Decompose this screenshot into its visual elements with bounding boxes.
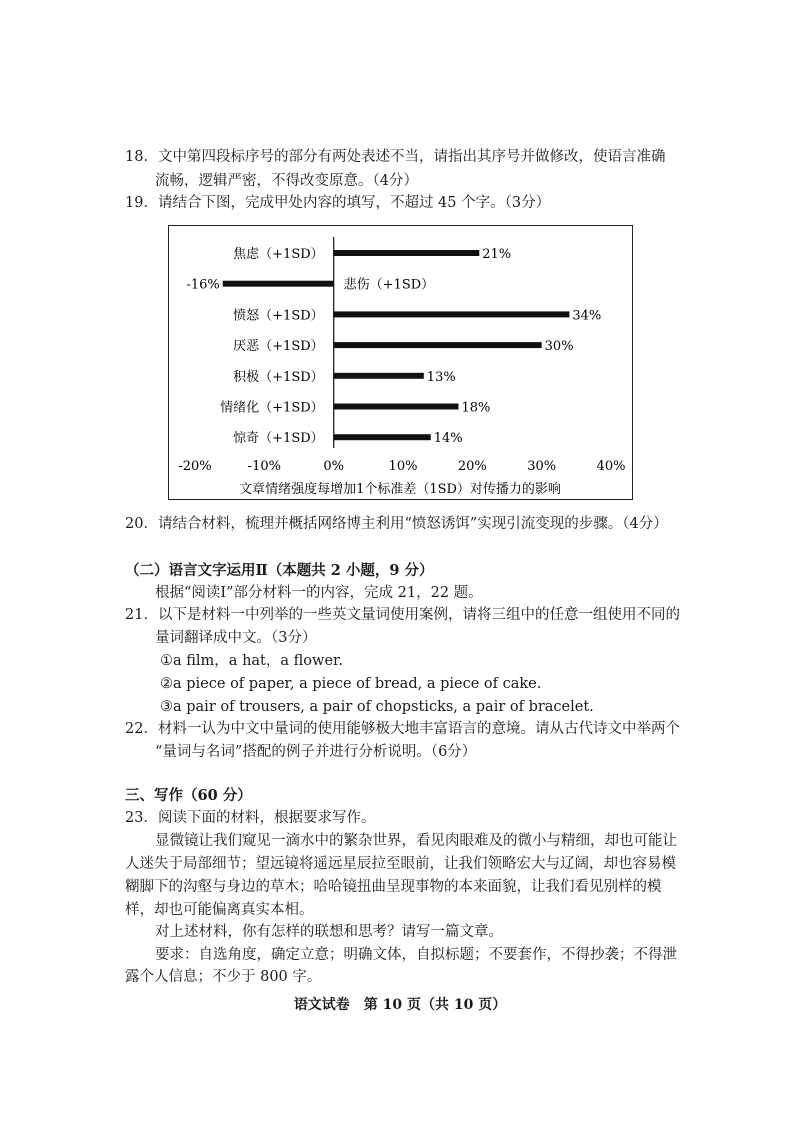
q21-option-2: ②a piece of paper, a piece of bread, a piece of cake.: [160, 676, 542, 692]
value-label-6: 14%: [433, 431, 463, 447]
q20-text: 20．请结合材料，梳理并概括网络博主利用“愤怒诱饵”实现引流变现的步骤。（4分）: [125, 516, 668, 532]
chart-frame: [168, 225, 633, 500]
q21-option-1: ①a film，a hat，a flower.: [160, 653, 343, 669]
writing-prompt: 对上述材料，你有怎样的联想和思考？请写一篇文章。: [155, 924, 503, 940]
q21-line1: 21．以下是材料一中列举的一些英文量词使用案例，请将三组中的任意一组使用不同的: [125, 607, 680, 623]
material-line-1: 显微镜让我们窥见一滴水中的繁杂世界，看见肉眼难及的微小与精细，却也可能让: [155, 833, 677, 849]
x-tick-label-1: -10%: [247, 459, 281, 474]
requirement-line-2: 露个人信息；不少于 800 字。: [125, 969, 322, 985]
category-label-1: 悲伤（+1SD）: [343, 277, 435, 293]
category-label-0: 焦虑（+1SD）: [233, 247, 324, 262]
x-tick-label-5: 30%: [527, 459, 557, 474]
category-label-5: 情绪化（+1SD）: [220, 400, 324, 416]
bar-3: [334, 342, 542, 348]
bar-5: [334, 404, 459, 410]
value-label-0: 21%: [482, 247, 512, 262]
q22-line2: “量词与名词”搭配的例子并进行分析说明。（6分）: [155, 744, 477, 760]
section2-intro: 根据“阅读Ⅰ”部分材料一的内容，完成 21，22 题。: [155, 585, 483, 601]
category-label-3: 厌恶（+1SD）: [233, 339, 324, 355]
q23-text: 23．阅读下面的材料，根据要求写作。: [125, 810, 376, 826]
x-tick-label-4: 20%: [457, 459, 487, 474]
q19-text: 19．请结合下图，完成甲处内容的填写，不超过 45 个字。（3分）: [125, 195, 551, 211]
chart-caption: 文章情绪强度每增加1个标准差（1SD）对传播力的影响: [239, 482, 561, 497]
material-line-3: 糊脚下的沟壑与身边的草木；哈哈镜扭曲呈现事物的本来面貌，让我们看见别样的模: [125, 879, 662, 895]
bar-6: [334, 434, 431, 440]
section2-title: （二）语言文字运用Ⅱ（本题共 2 小题，9 分）: [125, 562, 434, 579]
section3-title: 三、写作（60 分）: [125, 787, 252, 804]
emotion-bar-chart: [169, 226, 632, 499]
value-label-4: 13%: [426, 369, 456, 385]
q22-line1: 22．材料一认为中文中量词的使用能够极大地丰富语言的意境。请从古代诗文中举两个: [125, 721, 680, 737]
x-tick-label-0: -20%: [178, 459, 212, 474]
x-tick-label-6: 40%: [596, 459, 626, 474]
category-label-6: 惊奇（+1SD）: [233, 431, 324, 447]
q18-line2: 流畅，逻辑严密，不得改变原意。（4分）: [155, 173, 418, 189]
bar-4: [334, 373, 424, 379]
x-tick-label-3: 10%: [388, 459, 418, 474]
material-line-2: 人迷失于局部细节；望远镜将遥远星辰拉至眼前，让我们领略宏大与辽阔，却也容易模: [125, 856, 676, 872]
value-label-2: 34%: [572, 308, 602, 324]
value-label-3: 30%: [544, 339, 574, 355]
category-label-4: 积极（+1SD）: [233, 369, 324, 385]
value-label-1: -16%: [186, 277, 220, 293]
value-label-5: 18%: [461, 400, 491, 416]
x-tick-label-2: 0%: [323, 459, 344, 474]
q21-line2: 量词翻译成中文。（3分）: [155, 630, 317, 646]
q18-line1: 18．文中第四段标序号的部分有两处表述不当，请指出其序号并做修改，使语言准确: [125, 149, 666, 165]
requirement-line-1: 要求：自选角度，确定立意；明确文体，自拟标题；不要套作，不得抄袭；不得泄: [155, 947, 677, 963]
material-line-4: 样，却也可能偏离真实本相。: [125, 902, 314, 918]
q21-option-3: ③a pair of trousers, a pair of chopsticks, a pair of bracelet.: [160, 699, 594, 715]
bar-2: [334, 311, 570, 317]
bar-0: [334, 250, 480, 256]
category-label-2: 愤怒（+1SD）: [233, 308, 324, 324]
page-footer: 语文试卷 第 10 页（共 10 页）: [293, 997, 507, 1013]
bar-1: [223, 281, 334, 287]
